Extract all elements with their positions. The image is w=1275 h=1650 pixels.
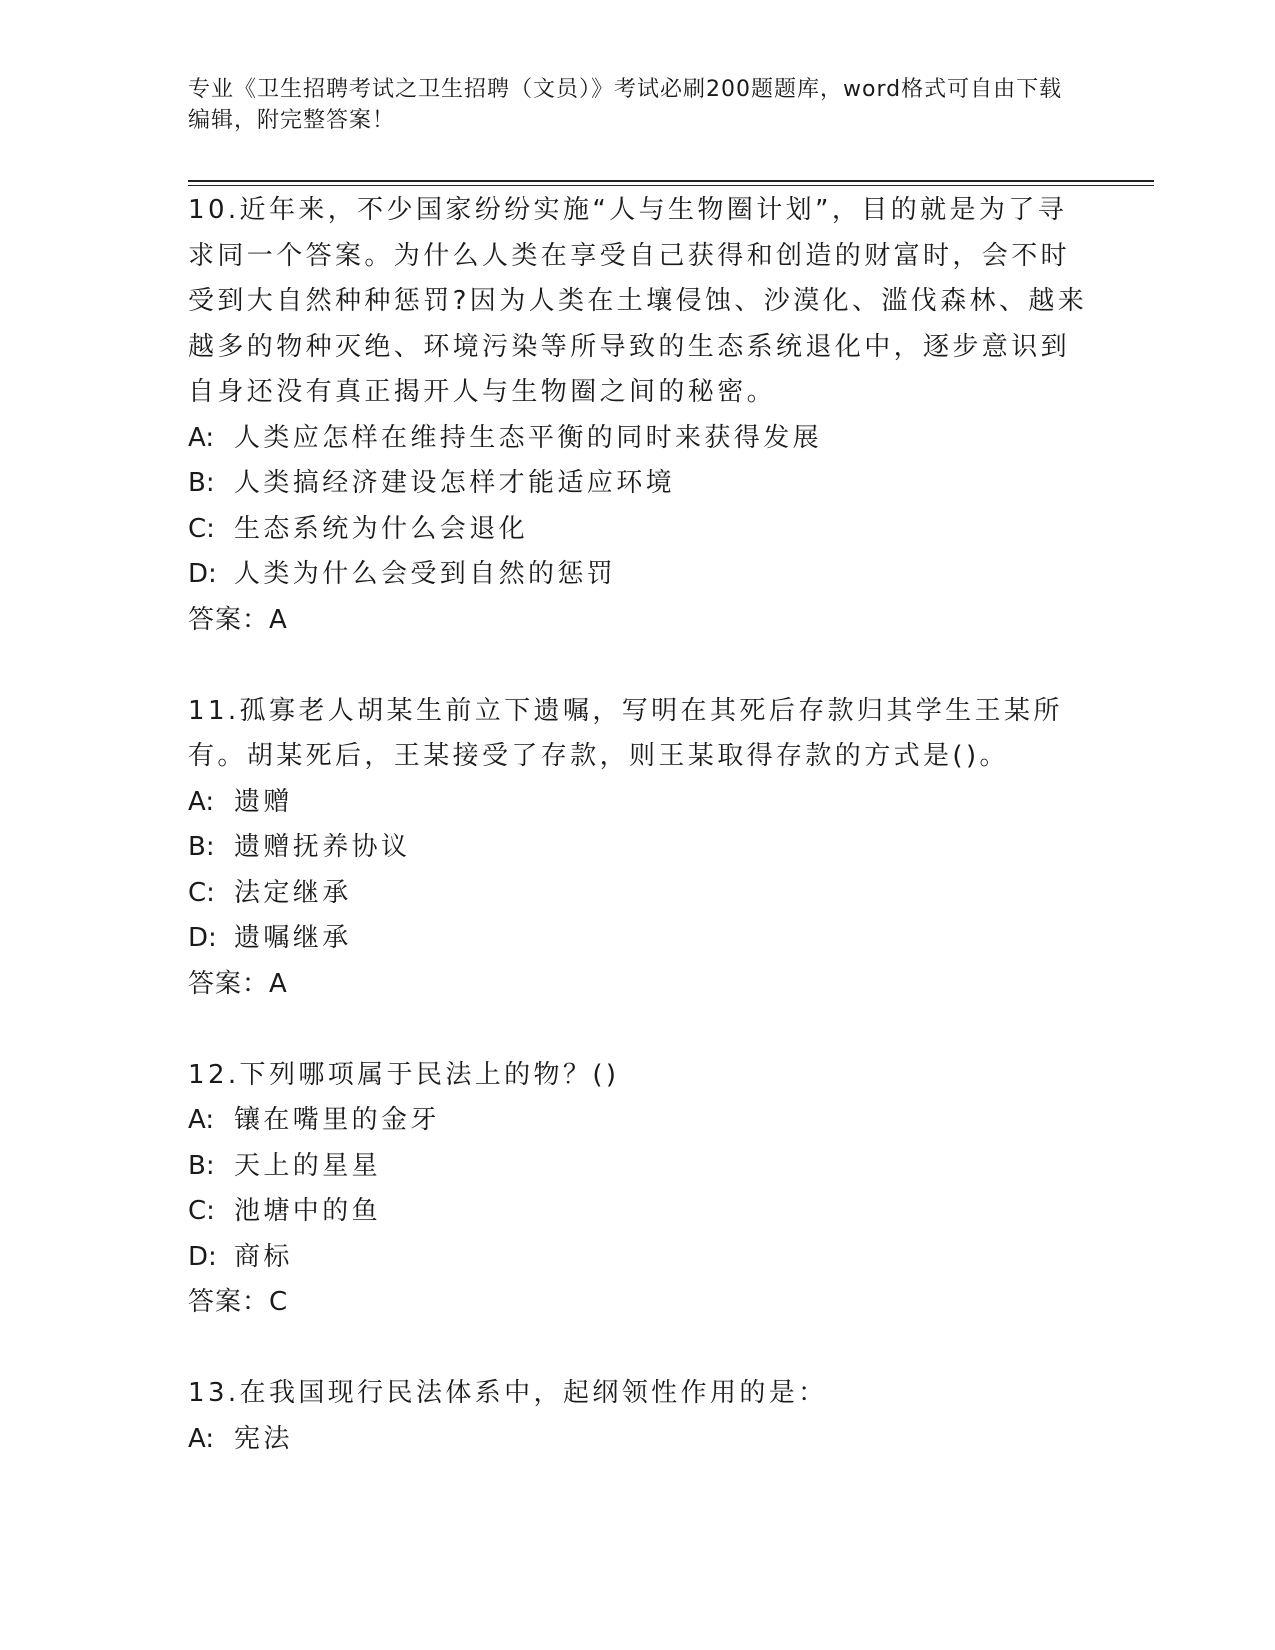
- option-c: [188, 1189, 1088, 1235]
- question-10: [188, 188, 1088, 643]
- option-b: [188, 461, 1088, 507]
- question-stem: 10.近年来，不少国家纷纷实施“人与生物圈计划”，目的就是为了寻求同一个答案。为什么人类在享受自己获得和创造的财富时，会不时受到大自然种种惩罚?因为人类在土壤侵蚀、沙漠化、滥伐森林、越来越多的物种灭绝、环境污染等所导致的生态系统退化中，逐步意识到自身还没有真正揭开人与生物圈之间的秘密。: [188, 195, 1088, 407]
- option-a: [188, 1098, 1088, 1144]
- document-header: [188, 74, 1078, 136]
- option-letter: B:: [188, 468, 215, 498]
- answer-line: 答案：C: [188, 1287, 289, 1317]
- option-text: 人类为什么会受到自然的惩罚: [234, 559, 617, 589]
- option-letter: C:: [188, 877, 215, 908]
- question-stem: 13.在我国现行民法体系中，起纲领性作用的是：: [188, 1378, 828, 1408]
- option-a: [188, 1417, 1088, 1463]
- header-title: 专业《卫生招聘考试之卫生招聘（文员）》考试必刷200题题库，word格式可自由下载编辑，附完整答案！: [188, 77, 1063, 133]
- answer-line: 答案：A: [188, 604, 288, 635]
- question-11: [188, 689, 1088, 1008]
- option-c: [188, 507, 1088, 553]
- option-a: [188, 416, 1088, 462]
- question-12: [188, 1053, 1088, 1326]
- question-13: [188, 1371, 1088, 1462]
- option-c: [188, 871, 1088, 917]
- option-letter: A:: [188, 786, 215, 817]
- option-text: 遗赠: [234, 786, 293, 817]
- option-letter: D:: [188, 559, 217, 589]
- option-b: [188, 825, 1088, 871]
- option-letter: D:: [188, 923, 217, 953]
- question-stem: 12.下列哪项属于民法上的物？(): [188, 1059, 620, 1090]
- option-text: 遗嘱继承: [234, 923, 352, 953]
- option-letter: B:: [188, 1150, 215, 1181]
- option-letter: C:: [188, 1196, 215, 1226]
- question-list: [188, 188, 1088, 1462]
- option-text: 遗赠抚养协议: [234, 832, 411, 862]
- spacer: [188, 643, 1088, 689]
- header-rule-thick: [188, 180, 1154, 182]
- option-text: 生态系统为什么会退化: [234, 513, 529, 544]
- option-d: [188, 1235, 1088, 1281]
- spacer: [188, 1326, 1088, 1372]
- option-text: 法定继承: [234, 877, 352, 908]
- option-letter: A:: [188, 1105, 215, 1135]
- option-d: [188, 916, 1088, 962]
- option-letter: C:: [188, 513, 215, 544]
- question-stem: 11.孤寡老人胡某生前立下遗嘱，写明在其死后存款归其学生王某所有。胡某死后，王某接受了存款，则王某取得存款的方式是()。: [188, 695, 1063, 771]
- option-d: [188, 552, 1088, 598]
- option-text: 人类应怎样在维持生态平衡的同时来获得发展: [234, 422, 823, 453]
- answer-line: 答案：A: [188, 968, 288, 999]
- header-rule-thin: [188, 185, 1154, 186]
- option-text: 宪法: [234, 1423, 293, 1454]
- option-letter: B:: [188, 832, 215, 862]
- option-text: 天上的星星: [234, 1150, 382, 1181]
- option-text: 人类搞经济建设怎样才能适应环境: [234, 468, 676, 498]
- option-letter: D:: [188, 1241, 217, 1272]
- option-letter: A:: [188, 1423, 215, 1454]
- option-letter: A:: [188, 422, 215, 453]
- spacer: [188, 1007, 1088, 1053]
- option-a: [188, 780, 1088, 826]
- option-b: [188, 1144, 1088, 1190]
- option-text: 镶在嘴里的金牙: [234, 1105, 440, 1135]
- option-text: 商标: [234, 1241, 293, 1272]
- option-text: 池塘中的鱼: [234, 1196, 382, 1226]
